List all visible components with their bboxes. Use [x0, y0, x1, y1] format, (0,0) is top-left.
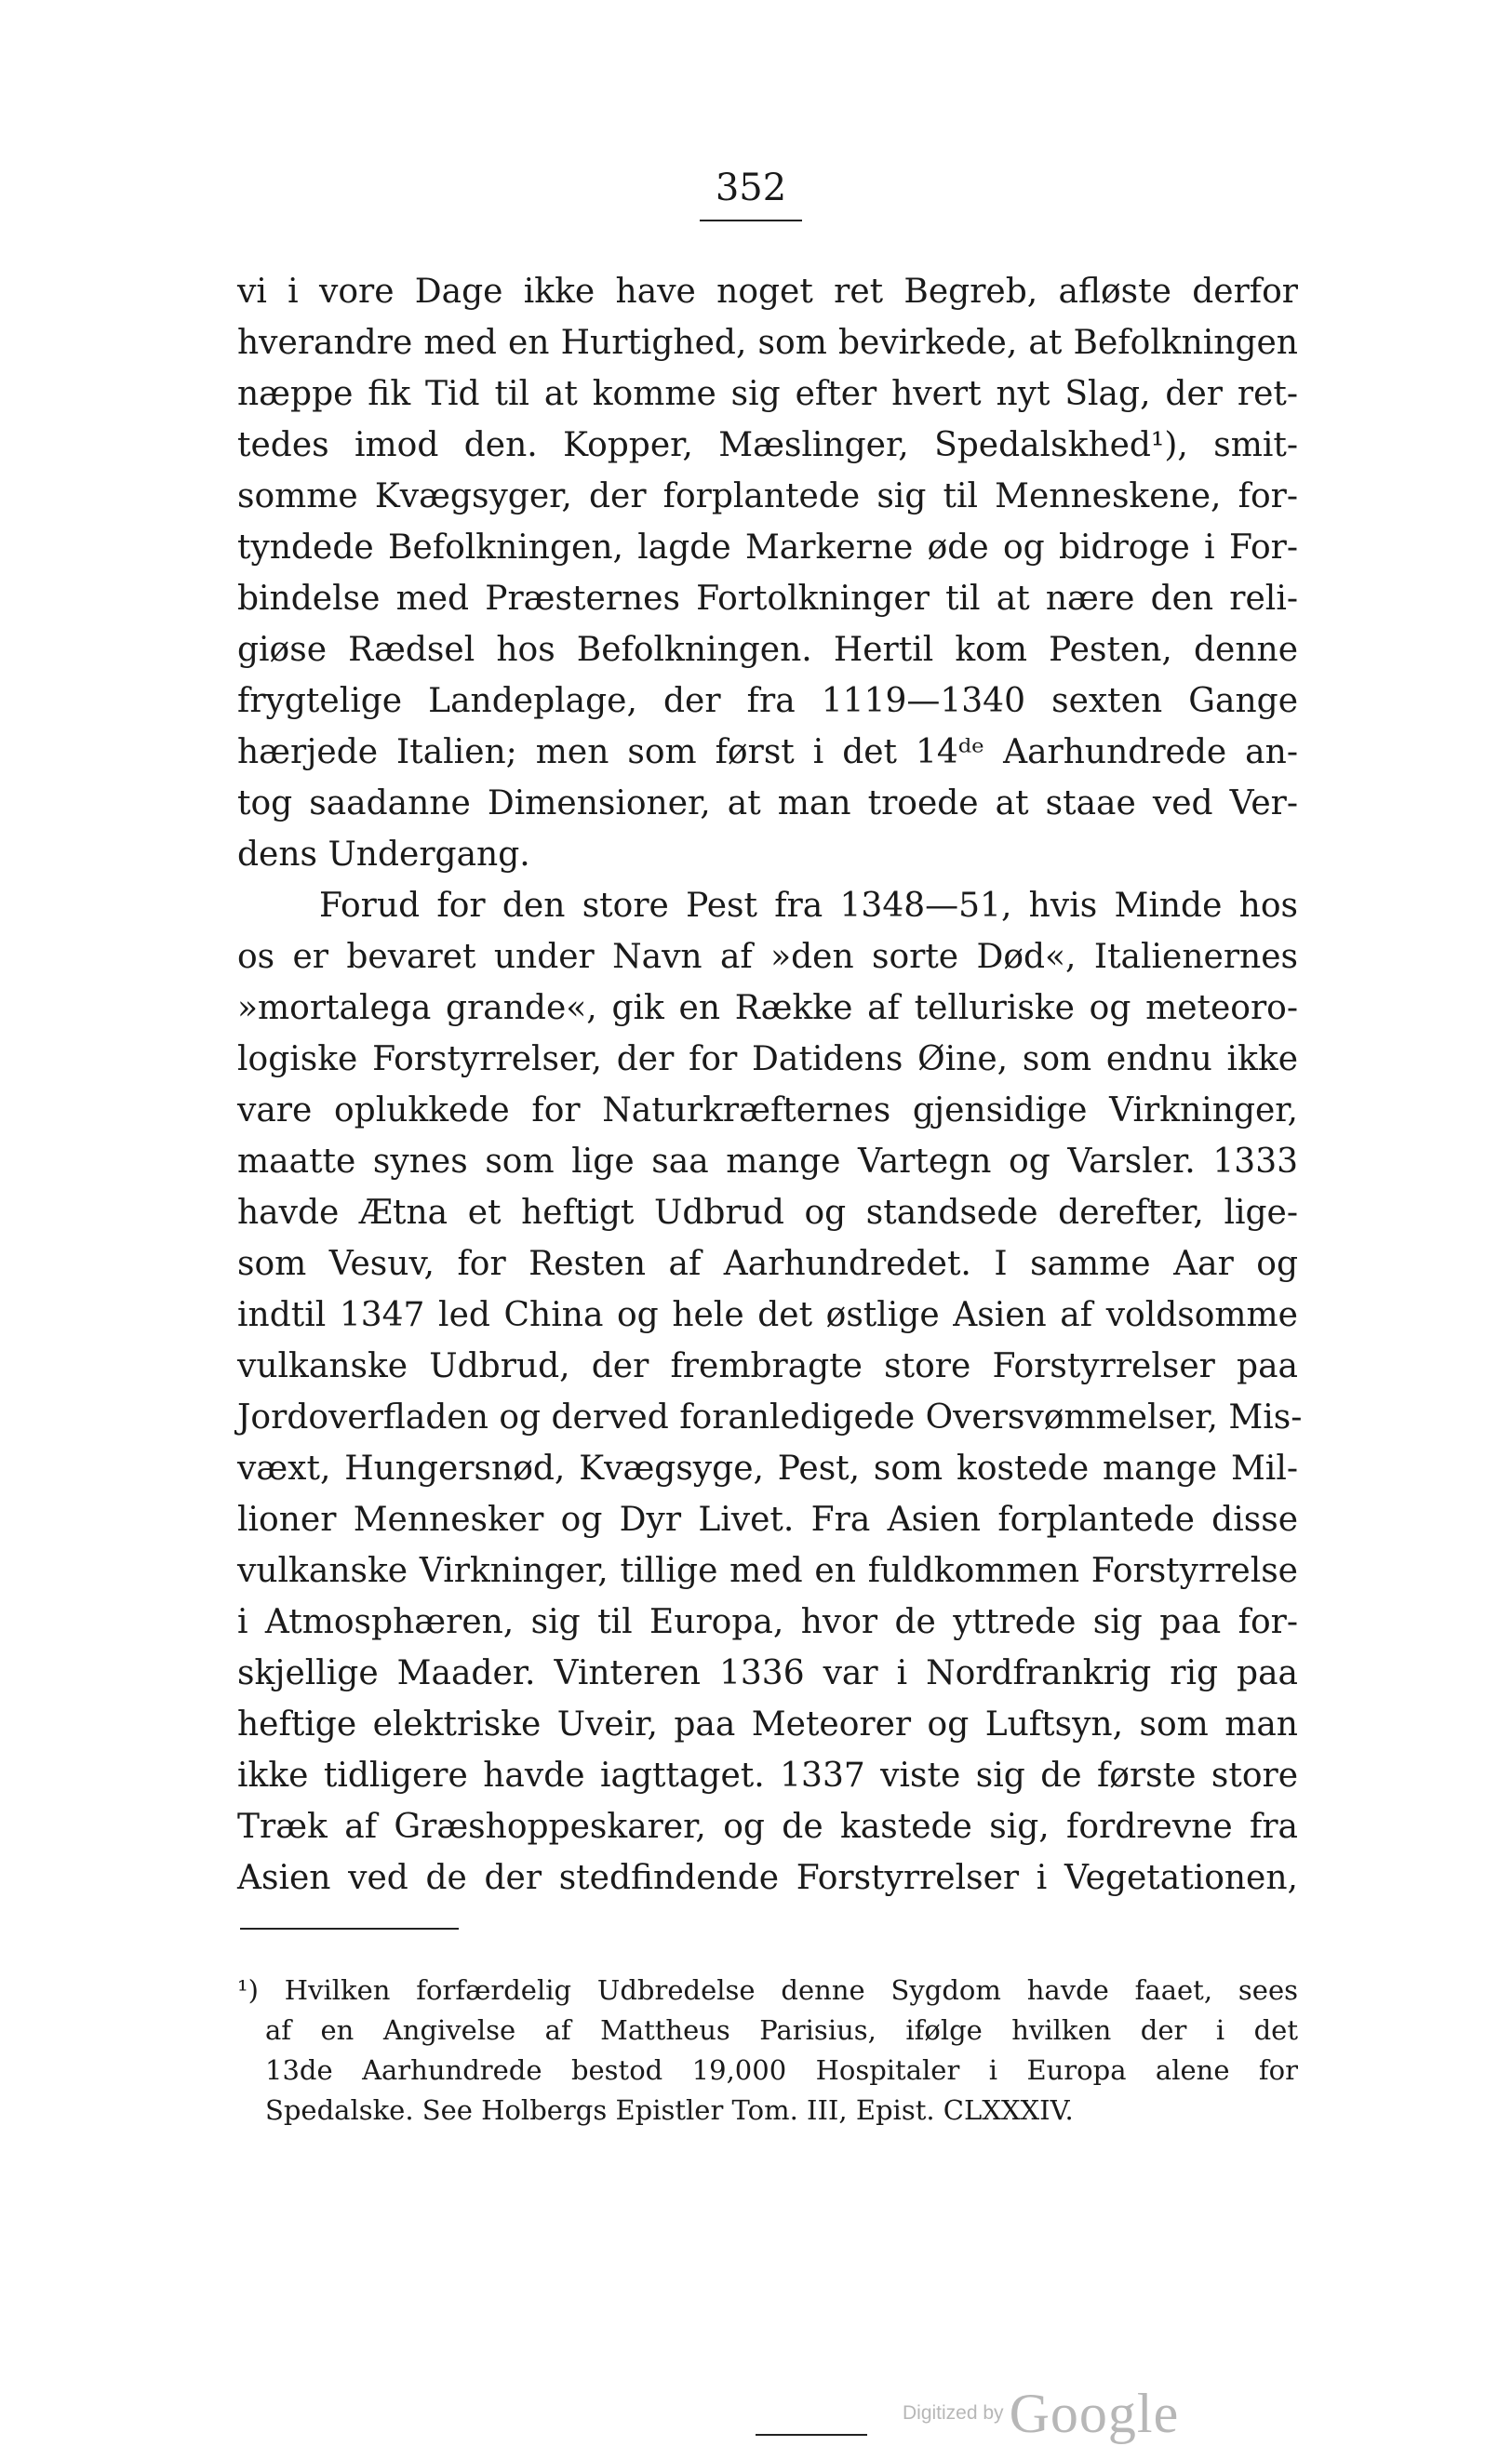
- text-line: logiske Forstyrrelser, der for Datidens Øine, som endnu ikke: [237, 1040, 1298, 1078]
- text-line: heftige elektriske Uveir, paa Meteorer og Luftsyn, som man: [237, 1705, 1298, 1744]
- text-line: næppe fik Tid til at komme sig efter hvert nyt Slag, der ret-: [237, 375, 1298, 413]
- body-text: [237, 266, 1303, 1904]
- footnote-line: Spedalske. See Holbergs Epistler Tom. III, Epist. CLXXXIV.: [265, 2094, 1074, 2126]
- text-line: tyndede Befolkningen, lagde Markerne øde og bidroge i For-: [237, 528, 1298, 567]
- text-line: lioner Mennesker og Dyr Livet. Fra Asien forplantede disse: [237, 1501, 1298, 1539]
- text-line: havde Ætna et heftigt Udbrud og standsede derefter, lige-: [237, 1194, 1298, 1232]
- footnote-rule: [240, 1928, 459, 1930]
- google-logo: Google: [1009, 2383, 1180, 2444]
- page-number-rule: [700, 220, 802, 221]
- footnotes: [237, 1971, 1298, 2131]
- text-line: vulkanske Udbrud, der frembragte store Forstyrrelser paa: [237, 1347, 1298, 1385]
- text-line: hærjede Italien; men som først i det 14ᵈᵉ Aarhundrede an-: [237, 733, 1298, 771]
- page-number: 352: [715, 167, 787, 209]
- text-line: »mortalega grande«, gik en Række af telluriske og meteoro-: [237, 989, 1298, 1027]
- text-line: Jordoverfladen og derved foranledigede Oversvømmelser, Mis-: [237, 1398, 1303, 1437]
- text-line: i Atmosphæren, sig til Europa, hvor de yttrede sig paa for-: [237, 1603, 1298, 1641]
- digitized-watermark: [903, 2382, 1219, 2445]
- footnote-line: ¹) Hvilken forfærdelig Udbredelse denne Sygdom havde faaet, sees: [237, 1974, 1298, 2006]
- watermark-text: Digitized by: [903, 2402, 1004, 2424]
- text-line: som Vesuv, for Resten af Aarhundredet. I samme Aar og: [237, 1245, 1298, 1283]
- text-line: vare oplukkede for Naturkræfternes gjensidige Virkninger,: [237, 1091, 1298, 1129]
- footnote-line: af en Angivelse af Mattheus Parisius, ifølge hvilken der i det: [265, 2014, 1298, 2046]
- text-line: bindelse med Præsternes Fortolkninger til at nære den reli-: [237, 580, 1298, 618]
- text-line: vi i vore Dage ikke have noget ret Begreb, afløste derfor: [237, 273, 1298, 311]
- text-line: ikke tidligere havde iagttaget. 1337 viste sig de første store: [237, 1757, 1298, 1795]
- text-line: maatte synes som lige saa mange Vartegn og Varsler. 1333: [237, 1143, 1298, 1181]
- text-line: os er bevaret under Navn af »den sorte Død«, Italienernes: [237, 938, 1298, 976]
- text-line: dens Undergang.: [237, 835, 530, 874]
- text-line: Træk af Græshoppeskarer, og de kastede sig, fordrevne fra: [237, 1808, 1298, 1846]
- bottom-rule: [756, 2434, 867, 2436]
- text-line: giøse Rædsel hos Befolkningen. Hertil kom Pesten, denne: [237, 631, 1298, 669]
- text-line: væxt, Hungersnød, Kvægsyge, Pest, som kostede mange Mil-: [237, 1450, 1298, 1488]
- text-line: skjellige Maader. Vinteren 1336 var i Nordfrankrig rig paa: [237, 1654, 1298, 1692]
- text-line: vulkanske Virkninger, tillige med en fuldkommen Forstyrrelse: [237, 1552, 1298, 1590]
- text-line: indtil 1347 led China og hele det østlige Asien af voldsomme: [237, 1296, 1298, 1334]
- text-line: hverandre med en Hurtighed, som bevirkede, at Befolkningen: [237, 324, 1298, 362]
- footnote-line: 13de Aarhundrede bestod 19,000 Hospitaler i Europa alene for: [265, 2054, 1298, 2086]
- text-line: somme Kvægsyger, der forplantede sig til Menneskene, for-: [237, 477, 1298, 515]
- text-line: Asien ved de der stedfindende Forstyrrelser i Vegetationen,: [237, 1859, 1298, 1897]
- text-line: frygtelige Landeplage, der fra 1119—1340 sexten Gange: [237, 682, 1298, 720]
- text-line: Forud for den store Pest fra 1348—51, hvis Minde hos: [319, 887, 1298, 925]
- text-line: tog saadanne Dimensioner, at man troede at staae ved Ver-: [237, 784, 1298, 822]
- text-line: tedes imod den. Kopper, Mæslinger, Spedalskhed¹), smit-: [237, 426, 1298, 464]
